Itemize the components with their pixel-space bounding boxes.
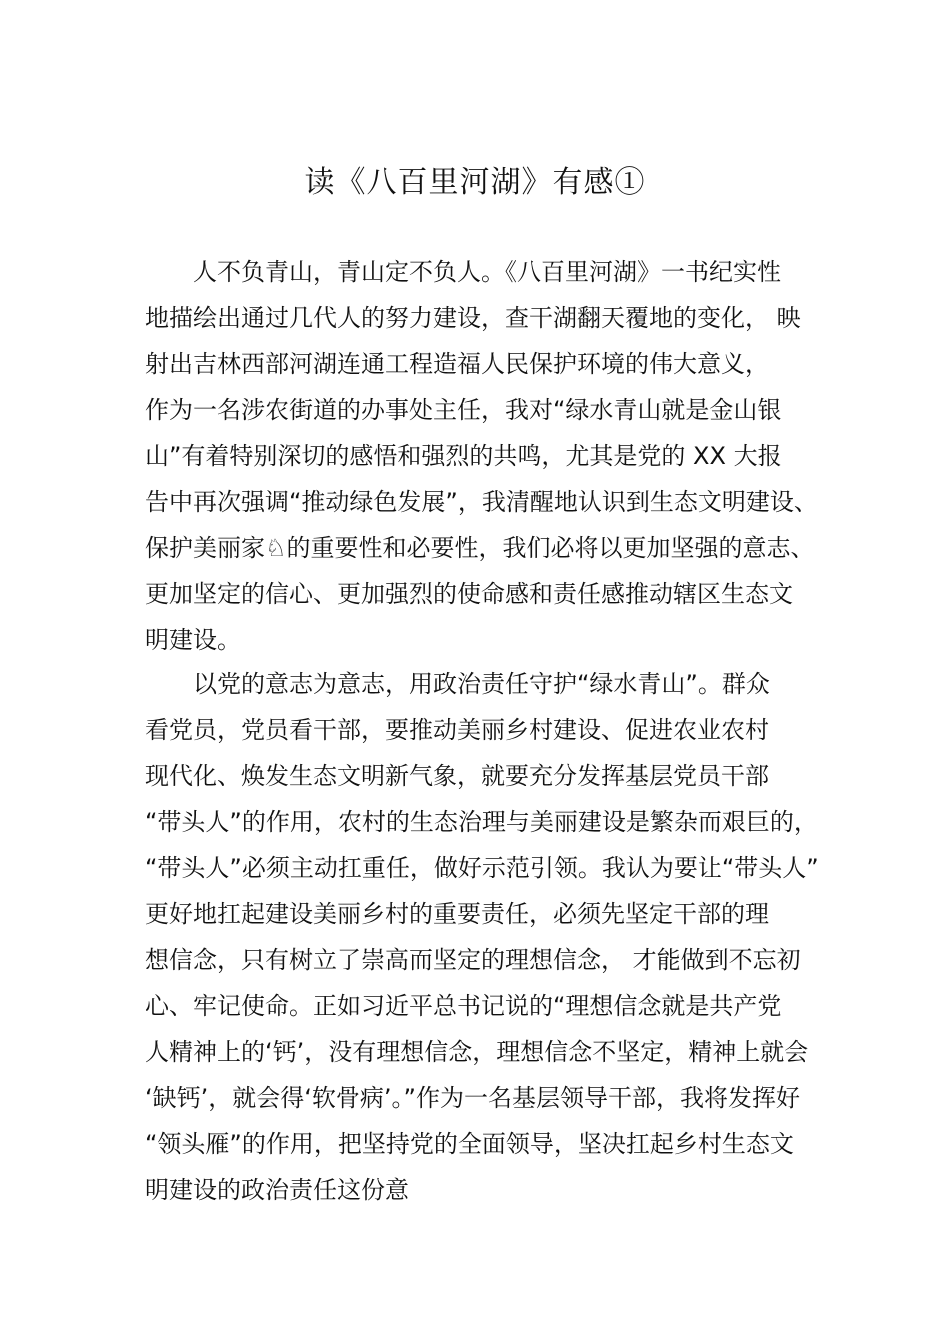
paragraph-2-line-10: ‘缺钙’，就会得‘软骨病’。”作为一名基层领导干部，我将发挥好	[145, 1084, 800, 1112]
paragraph-2-line-7: 想信念，只有树立了崇高而坚定的理想信念， 才能做到不忘初	[145, 946, 801, 974]
paragraph-1-line-3: 射出吉林西部河湖连通工程造福人民保护环境的伟大意义，	[145, 350, 769, 378]
paragraph-2-line-9: 人精神上的‘钙’，没有理想信念，理想信念不坚定，精神上就会	[145, 1038, 809, 1066]
paragraph-1-line-4: 作为一名涉农街道的办事处主任，我对“绿水青山就是金山银	[145, 396, 782, 424]
paragraph-1-line-9: 明建设。	[145, 626, 241, 654]
paragraph-2-line-5: “带头人”必须主动扛重任，做好示范引领。我认为要让“带头人”	[145, 854, 819, 882]
paragraph-1-line-5: 山”有着特别深切的感悟和强烈的共鸣，尤其是党的 XX 大报	[145, 442, 782, 470]
paragraph-2-line-4: “带头人”的作用，农村的生态治理与美丽建设是繁杂而艰巨的，	[145, 808, 818, 836]
paragraph-1-line-2: 地描绘出通过几代人的努力建设，查干湖翻天覆地的变化， 映	[145, 304, 801, 332]
paragraph-1-line-7: 保护美丽家♘的重要性和必要性，我们必将以更加坚强的意志、	[145, 534, 815, 562]
paragraph-2-line-8: 心、牢记使命。正如习近平总书记说的“理想信念就是共产党	[145, 992, 782, 1020]
paragraph-2-line-2: 看党员，党员看干部，要推动美丽乡村建设、促进农业农村	[145, 716, 769, 744]
paragraph-2-line-3: 现代化、焕发生态文明新气象，就要充分发挥基层党员干部	[145, 762, 769, 790]
paragraph-2-line-6: 更好地扛起建设美丽乡村的重要责任，必须先坚定干部的理	[145, 900, 769, 928]
paragraph-1-line-8: 更加坚定的信心、更加强烈的使命感和责任感推动辖区生态文	[145, 580, 793, 608]
paragraph-2-line-11: “领头雁”的作用，把坚持党的全面领导，坚决扛起乡村生态文	[145, 1130, 794, 1158]
paragraph-1-line-6: 告中再次强调“推动绿色发展”，我清醒地认识到生态文明建设、	[145, 488, 818, 516]
paragraph-2-line-12: 明建设的政治责任这份意	[145, 1176, 409, 1204]
paragraph-1-line-1: 人不负青山，青山定不负人。《八百里河湖》一书纪实性	[193, 258, 781, 286]
document-title: 读《八百里河湖》有感①	[304, 165, 646, 200]
paragraph-2-line-1: 以党的意志为意志，用政治责任守护“绿水青山”。群众	[193, 670, 770, 698]
